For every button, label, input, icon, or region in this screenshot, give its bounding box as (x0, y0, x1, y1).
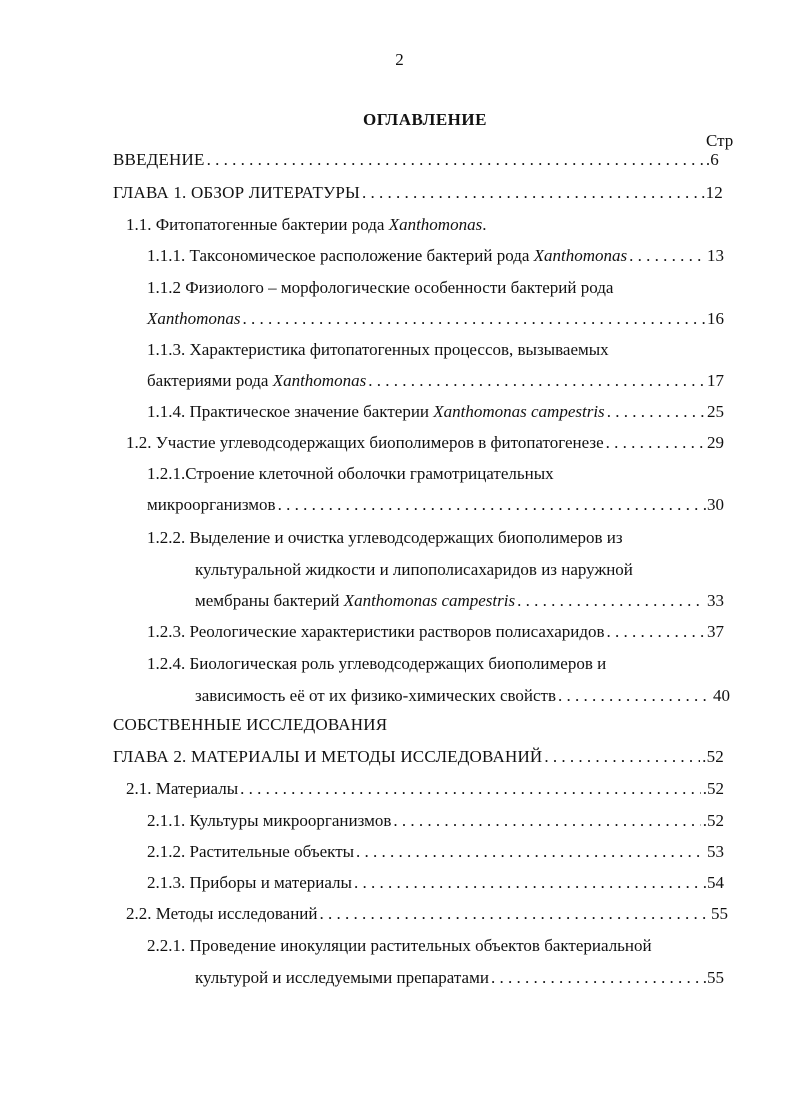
toc-entry[interactable]: ГЛАВА 1. ОБЗОР ЛИТЕРАТУРЫ . . . .12 (113, 181, 723, 205)
toc-page: 53 (707, 842, 724, 861)
toc-entry[interactable]: бактериями рода Xanthomonas . . . 17 (147, 369, 724, 393)
toc-entry[interactable]: 1.1.2 Физиолого – морфологические особенности бактерий рода (147, 278, 614, 297)
toc-page: .52 (702, 779, 724, 798)
page-number: 2 (395, 50, 404, 69)
leader-dots (354, 871, 701, 895)
page-title: ОГЛАВЛЕНИЕ (363, 110, 487, 129)
toc-entry[interactable]: культурой и исследуемыми препаратами . . . .55 (195, 966, 724, 990)
toc-entry[interactable]: 1.2.3. Реологические характеристики растворов полисахаридов . . . 37 (147, 620, 724, 644)
toc-entry[interactable]: мембраны бактерий Xanthomonas campestris . . . 33 (195, 589, 724, 613)
leader-dots (607, 620, 705, 644)
toc-page: 17 (707, 371, 724, 390)
leader-dots (393, 809, 700, 833)
toc-entry[interactable]: микроорганизмов . . . .30 (147, 493, 724, 517)
leader-dots (368, 369, 705, 393)
leader-dots (491, 966, 701, 990)
leader-dots (362, 181, 699, 205)
toc-entry[interactable]: Xanthomonas . . . 16 (147, 307, 724, 331)
toc-page: .6 (705, 150, 719, 169)
toc-entry[interactable]: 2.1.1. Культуры микроорганизмов . . . .52 (147, 809, 724, 833)
leader-dots (243, 307, 706, 331)
toc-entry[interactable]: ВВЕДЕНИЕ . . . .6 (113, 148, 719, 172)
page-column-label: Стр (706, 131, 734, 150)
leader-dots (517, 589, 705, 613)
toc-page: .55 (702, 968, 724, 987)
toc-entry[interactable]: 1.2. Участие углеводсодержащих биополимеров в фитопатогенезе . . . 29 (126, 431, 724, 455)
toc-page: 13 (707, 246, 724, 265)
toc-page: .12 (701, 183, 723, 202)
leader-dots (607, 400, 705, 424)
toc-entry[interactable]: 2.1.2. Растительные объекты . . . 53 (147, 840, 724, 864)
leader-dots (558, 684, 711, 708)
toc-page: 40 (713, 686, 730, 705)
toc-page: .54 (702, 873, 724, 892)
toc-entry[interactable]: 1.1. Фитопатогенные бактерии рода Xanthomonas. (126, 215, 487, 234)
leader-dots (240, 777, 701, 801)
toc-entry[interactable]: 2.2. Методы исследований . . . 55 (126, 902, 728, 926)
toc-entry[interactable]: 1.1.4. Практическое значение бактерии Xanthomonas campestris . . . 25 (147, 400, 724, 424)
toc-page: 25 (707, 402, 724, 421)
leader-dots (278, 493, 701, 517)
toc-entry[interactable]: ГЛАВА 2. МАТЕРИАЛЫ И МЕТОДЫ ИССЛЕДОВАНИЙ . . . .52 (113, 745, 724, 769)
toc-section-heading[interactable]: СОБСТВЕННЫЕ ИССЛЕДОВАНИЯ (113, 715, 388, 734)
toc-entry[interactable]: зависимость её от их физико-химических свойств . . . 40 (195, 684, 730, 708)
toc-entry[interactable]: 2.1.3. Приборы и материалы . . . .54 (147, 871, 724, 895)
toc-entry[interactable]: 2.1. Материалы . . . .52 (126, 777, 724, 801)
toc-entry[interactable]: 2.2.1. Проведение инокуляции растительных объектов бактериальной (147, 936, 652, 955)
toc-page: .30 (702, 495, 724, 514)
leader-dots (207, 148, 704, 172)
toc-entry[interactable]: 1.1.1. Таксономическое расположение бактерий рода Xanthomonas . . . 13 (147, 244, 724, 268)
toc-entry[interactable]: 1.2.1.Строение клеточной оболочки грамотрицательных (147, 464, 554, 483)
toc-page: .52 (702, 747, 724, 766)
toc-entry[interactable]: 1.2.2. Выделение и очистка углеводсодержащих биополимеров из (147, 528, 623, 547)
toc-entry[interactable]: 1.2.4. Биологическая роль углеводсодержащих биополимеров и (147, 654, 607, 673)
toc-entry[interactable]: культуральной жидкости и липополисахаридов из наружной (195, 560, 633, 579)
leader-dots (606, 431, 705, 455)
toc-page: 16 (707, 309, 724, 328)
toc-page: 37 (707, 622, 724, 641)
leader-dots (544, 745, 700, 769)
toc-entry[interactable]: 1.1.3. Характеристика фитопатогенных процессов, вызываемых (147, 340, 609, 359)
toc-page: .52 (702, 811, 724, 830)
toc-page: 29 (707, 433, 724, 452)
leader-dots (320, 902, 709, 926)
leader-dots (356, 840, 705, 864)
toc-page: 55 (711, 904, 728, 923)
leader-dots (629, 244, 705, 268)
toc-page: 33 (707, 591, 724, 610)
